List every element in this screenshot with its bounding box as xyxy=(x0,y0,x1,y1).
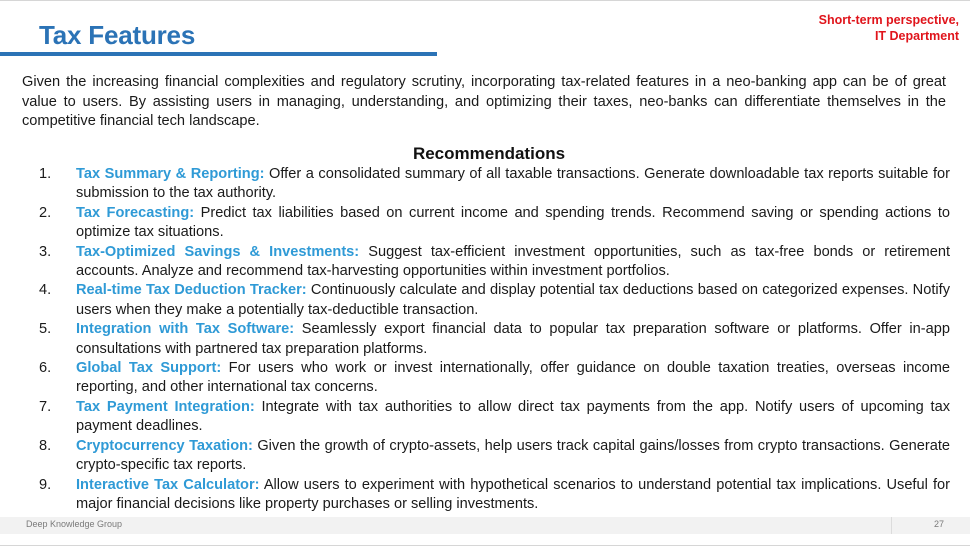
recommendation-item xyxy=(22,437,950,476)
title-underline xyxy=(0,52,437,56)
item-number: 6. xyxy=(39,360,52,377)
item-body xyxy=(76,204,950,243)
item-title: Integration with Tax Software: xyxy=(76,321,295,338)
recommendation-item xyxy=(22,281,950,320)
bottom-divider xyxy=(0,545,970,546)
recommendations-list xyxy=(22,165,950,514)
item-title: Tax Summary & Reporting: xyxy=(76,166,265,182)
item-title: Tax Payment Integration: xyxy=(76,398,255,415)
item-text: Given the growth of crypto-assets, help users track capital gains/losses from crypto transactions. Generate crypto-specific tax reports. xyxy=(76,437,950,474)
item-text: Predict tax liabilities based on current income and spending trends. Recommend saving or spending actions to optimize tax situations. xyxy=(76,204,950,241)
item-number: 7. xyxy=(39,398,52,415)
item-title: Tax-Optimized Savings & Investments: xyxy=(76,243,360,260)
perspective-tag-line2: IT Department xyxy=(874,29,959,43)
intro-paragraph: Given the increasing financial complexities and regulatory scrutiny, incorporating tax-related features in a neo-banking app can be of great value to users. By assisting users in managing, understanding, and optimizing their taxes, neo-banks can differentiate themselves in the competitive financial tech landscape. xyxy=(22,74,946,130)
footer-company: Deep Knowledge Group xyxy=(26,519,123,529)
item-number: 3. xyxy=(39,243,52,260)
item-number: 5. xyxy=(39,321,52,338)
item-body xyxy=(76,437,950,476)
item-text: Continuously calculate and display potential tax deductions based on categorized expenses. Notify users when they make a potentially tax-deductible transaction. xyxy=(76,282,950,318)
top-divider xyxy=(0,0,970,1)
item-body xyxy=(76,165,950,204)
item-number: 4. xyxy=(39,282,52,299)
item-title: Interactive Tax Calculator: xyxy=(76,476,260,493)
item-text: Suggest tax-efficient investment opportunities, such as tax-free bonds or retirement accounts. Analyze and recommend tax-harvesting opportunities within investment portfolios. xyxy=(76,243,950,280)
item-body xyxy=(76,398,950,437)
item-text: Integrate with tax authorities to allow direct tax payments from the app. Notify users of upcoming tax payment deadlines. xyxy=(76,398,950,435)
item-number: 2. xyxy=(39,204,52,221)
item-number: 9. xyxy=(39,476,52,493)
item-title: Tax Forecasting: xyxy=(76,204,195,221)
perspective-tag-line1: Short-term perspective, xyxy=(818,13,959,27)
item-text: Seamlessly export financial data to popular tax preparation software or platforms. Offer in-app consultations with partnered tax preparation platforms. xyxy=(76,321,950,357)
item-number: 8. xyxy=(39,437,52,454)
item-text: For users who work or invest internationally, offer guidance on double taxation treaties, overseas income reporting, and other international tax concerns. xyxy=(76,360,950,396)
footer-bar xyxy=(0,517,970,534)
item-text: Allow users to experiment with hypothetical scenarios to understand potential tax implications. Useful for major financial decisions like property purchases or selling investments. xyxy=(76,476,950,512)
recommendation-item xyxy=(22,398,950,437)
item-title: Cryptocurrency Taxation: xyxy=(76,437,253,454)
recommendation-item xyxy=(22,320,950,359)
perspective-tag xyxy=(819,12,959,44)
item-text: Offer a consolidated summary of all taxable transactions. Generate downloadable tax reports suitable for submission to the tax authority. xyxy=(76,166,950,202)
item-body xyxy=(76,243,950,282)
page-number: 27 xyxy=(933,519,944,529)
recommendation-item xyxy=(22,476,950,515)
item-title: Global Tax Support: xyxy=(76,360,222,377)
item-body xyxy=(76,359,950,398)
item-body xyxy=(76,476,950,515)
page-title: Tax Features xyxy=(39,20,196,50)
item-number: 1. xyxy=(39,166,52,182)
recommendation-item xyxy=(22,165,950,204)
recommendation-item xyxy=(22,359,950,398)
item-body xyxy=(76,320,950,359)
recommendations-heading: Recommendations xyxy=(412,144,566,163)
footer-divider xyxy=(891,517,892,534)
recommendation-item xyxy=(22,204,950,243)
item-title: Real-time Tax Deduction Tracker: xyxy=(76,282,307,299)
recommendation-item xyxy=(22,243,950,282)
item-body xyxy=(76,281,950,320)
